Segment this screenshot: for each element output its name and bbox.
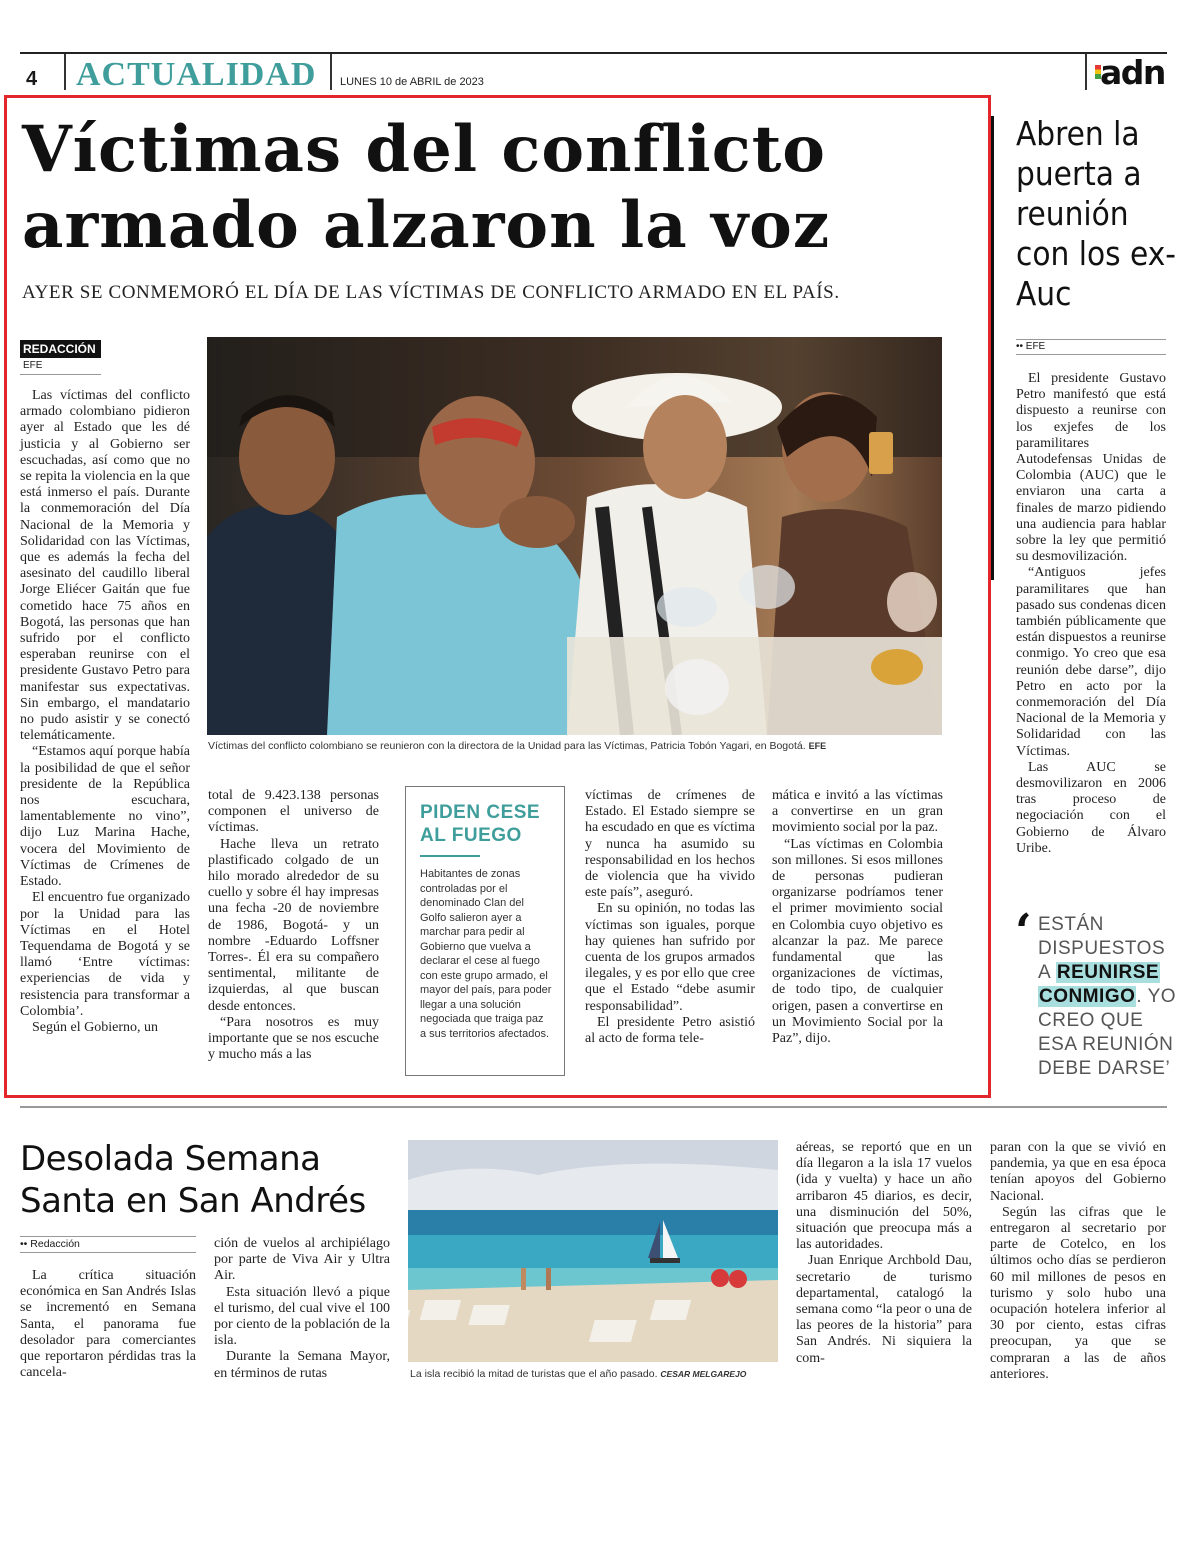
adn-logo (1098, 53, 1168, 92)
paragraph: El encuentro fue organizado por la Unidad para las Víctimas en el Hotel Tequendama de Bogotá y se llamó ‘Entre víctimas: experiencias de vida y resistencia para transformar a Colombia’. (20, 890, 190, 1019)
paragraph: paran con la que se vivió en pandemia, ya que en esa época tenían apoyos del Gobierno Nacional. (990, 1140, 1166, 1204)
right-column-accent-bar (991, 116, 994, 580)
quote-text: . YO CREO QUE ESA REUNIÓN DEBE DARSE’ (1038, 986, 1177, 1079)
section-separator (20, 1106, 1167, 1108)
paragraph: “Para nosotros es muy importante que se nos escuche y mucho más a las (208, 1014, 379, 1063)
header-rule (20, 52, 1167, 54)
page-number: 4 (26, 68, 38, 90)
paragraph: “Las víctimas en Colombia son millones. Si esos millones de personas pudieran organizarse podríamos tener el primer movimiento social en Colombia cuyo objetivo es alcanzar la paz. Me parece fundamental que las organizaciones de víctimas, de todo tipo, de cualquier origen, pasen a convertirse en un Movimiento Social por la Paz”, dijo. (772, 836, 943, 1047)
photo-credit: CESAR MELGAREJO (660, 1369, 747, 1379)
bottom-column-2 (214, 1236, 390, 1382)
paragraph: Según el Gobierno, un (32, 1019, 158, 1035)
paragraph: Esta situación llevó a pique el turismo, del cual vive el 100 por ciento de la población de la isla. (214, 1284, 390, 1349)
paragraph: “Antiguos jefes paramilitares que han pasado sus condenas dicen también públicamente que están dispuestos a reunirse conmigo. Yo creo que esa reunión debe darse”, dijo Petro en acto por la conmemoración del Día Nacional de la Memoria y Solidaridad con las Víctimas. (1016, 565, 1166, 759)
paragraph: El presidente Petro asistió al acto de forma tele- (585, 1014, 755, 1047)
paragraph: “Estamos aquí porque había la posibilidad de que el señor presidente de la República nos escuchara, lamentablemente no vino”, dijo Luz Marina Hache, vocera del Movimiento de Víctimas de Crímenes de Estado. (20, 744, 190, 890)
sidebar-box (405, 786, 565, 1076)
bottom-source-label: Redacción (30, 1238, 80, 1250)
main-subhead: AYER SE CONMEMORÓ EL DÍA DE LAS VÍCTIMAS DE CONFLICTO ARMADO EN EL PAÍS. (22, 282, 840, 303)
paragraph: mática e invitó a las víctimas a convertirse en un gran movimiento social por la paz. (772, 788, 943, 836)
pull-quote (1038, 913, 1178, 1081)
header-divider (64, 54, 66, 90)
photo-victims-meeting (207, 337, 942, 735)
paragraph: La crítica situación económica en San Andrés Islas se incrementó en Semana Santa, el panorama fue desolador para comerciantes que reportaron pérdidas tras la cancela- (20, 1268, 196, 1381)
right-headline: Abren la puerta a reunión con los ex-Auc (1016, 114, 1177, 313)
byline-source: EFE (20, 358, 101, 375)
sidebar-title-line-2: AL FUEGO (420, 825, 522, 846)
paragraph: Hache lleva un retrato plastificado colgado de un hilo morado alrededor de su cuello y sobre él hay impresas una fecha -20 de noviembre de 1986, Bogotá- y un nombre -Eduardo Loffsner Torres-. Él era su compañero sentimental, militante de izquierdas, al que buscan desde entonces. (208, 836, 379, 1014)
byline (20, 340, 101, 375)
bottom-headline-line-2: Santa en San Andrés (20, 1181, 366, 1221)
caption-text: Víctimas del conflicto colombiano se reunieron con la directora de la Unidad para las Víctimas, Patricia Tobón Yagari, en Bogotá. (208, 740, 806, 752)
bottom-column-4 (990, 1140, 1166, 1383)
paragraph: Las víctimas del conflicto armado colombiano pidieron ayer al Estado que les dé justicia y al Gobierno ser escuchadas, así como que no se repita la violencia en la que está inmerso el país. Durante la conmemoración del Día Nacional de la Memoria y Solidaridad con las Víctimas, que es además la fecha del asesinato del caudillo liberal Jorge Eliécer Gaitán que fue cometido hace 75 años en Bogotá, las personas que han sufrido por el conflicto esperaban reunirse con el presidente Gustavo Petro para manifestar sus expectativas. Sin embargo, el mandatario no pudo asistir y se conectó telemáticamente. (20, 388, 190, 744)
paragraph: Las AUC se desmovilizaron en 2006 tras proceso de negociación con el Gobierno de Álvaro Uribe. (1016, 759, 1166, 856)
sidebar-text: Habitantes de zonas controladas por el denominado Clan del Golfo salieron ayer a marchar para pedir al Gobierno que vuelva a declarar el cese al fuego con este grupo armado, el mayor del país, para poder llegar a una solución negociada que traiga paz a sus territorios afectados. (420, 868, 552, 1040)
main-photo (207, 337, 942, 735)
paragraph: víctimas de crímenes de Estado. El Estado siempre se ha escudado en que es víctima y nunca ha asumido su responsabilidad en los hechos de violencia que ha vivido este país”, aseguró. (585, 788, 755, 901)
headline-line-1: Víctimas del conflicto (22, 112, 826, 187)
paragraph: total de 9.423.138 personas componen el universo de víctimas. (208, 788, 379, 836)
bottom-headline-line-1: Desolada Semana (20, 1139, 321, 1179)
section-title: ACTUALIDAD (76, 56, 317, 93)
main-column-4 (772, 788, 943, 1047)
quote-highlight: CONMIGO (1039, 986, 1136, 1007)
sidebar-title-line-1: PIDEN CESE (420, 802, 541, 823)
right-source-label: EFE (1025, 341, 1046, 352)
main-headline (22, 112, 962, 264)
right-column-text (1016, 371, 1166, 857)
bottom-column-1 (20, 1268, 196, 1381)
paragraph: En su opinión, no todas las víctimas son iguales, porque hay quienes han sufrido por cuenta de los grupos armados ilegales, y es por ello que cree que el Estado “debe asumir responsabilidad”. (585, 901, 755, 1014)
photo-san-andres-beach (408, 1140, 778, 1362)
sidebar-title (420, 801, 552, 847)
bottom-column-3 (796, 1140, 972, 1367)
paragraph: aéreas, se reportó que en un día llegaron a la isla 17 vuelos (ida y vuelta) y hace un año arribaron 45 diarios, es decir, una disminución del 50%, situación que preocupa más a las autoridades. (796, 1140, 972, 1253)
caption-text: La isla recibió la mitad de turistas que el año pasado. (410, 1368, 658, 1380)
main-column-2 (208, 788, 379, 1063)
main-column-3 (585, 788, 755, 1047)
bottom-photo-caption (410, 1368, 746, 1380)
main-photo-caption (208, 740, 826, 752)
bottom-photo (408, 1140, 778, 1362)
quote-mark-icon: ‘ (1015, 904, 1032, 960)
header-divider (1085, 54, 1087, 90)
paragraph: Según las cifras que le entregaron al secretario por parte de Cotelco, en los últimos ocho días se perdieron 60 mil millones de pesos en turismo y solo hubo una ocupación hotelera inferior al 30 por ciento, estas cifras preocupan, ya que se compraran a las de años anteriores. (990, 1204, 1166, 1382)
sidebar-rule (420, 855, 480, 857)
photo-credit: EFE (808, 741, 827, 751)
logo-wordmark: adn (1100, 53, 1165, 92)
bottom-source: •• Redacción (20, 1236, 196, 1253)
byline-tag: REDACCIÓN (20, 340, 101, 358)
paragraph: El presidente Gustavo Petro manifestó que está dispuesto a reunirse con los exjefes de los paramilitares Autodefensas Unidas de Colombia (AUC) que le enviaron una carta a finales de marzo pidiendo una audiencia para hablar sobre la ley que permitió su desmovilización. (1016, 371, 1166, 565)
main-column-1 (20, 388, 190, 1036)
paragraph: Durante la Semana Mayor, en términos de rutas (214, 1349, 390, 1381)
issue-date: LUNES 10 de ABRIL de 2023 (340, 76, 484, 88)
quote-text: ESTÁN DISPUESTOS A (1038, 914, 1166, 983)
headline-line-2: armado alzaron la voz (22, 188, 831, 263)
header-divider (330, 54, 332, 90)
paragraph: Juan Enrique Archbold Dau, secretario de turismo departamental, catalogó la semana como “la peor o una de las peores de la historia” para San Andrés. Ni siquiera la com- (796, 1253, 972, 1366)
right-source: •• EFE (1016, 339, 1166, 355)
bottom-headline (20, 1138, 400, 1222)
paragraph: ción de vuelos al archipiélago por parte de Viva Air y Ultra Air. (214, 1236, 390, 1284)
quote-highlight: REUNIRSE (1056, 962, 1160, 983)
